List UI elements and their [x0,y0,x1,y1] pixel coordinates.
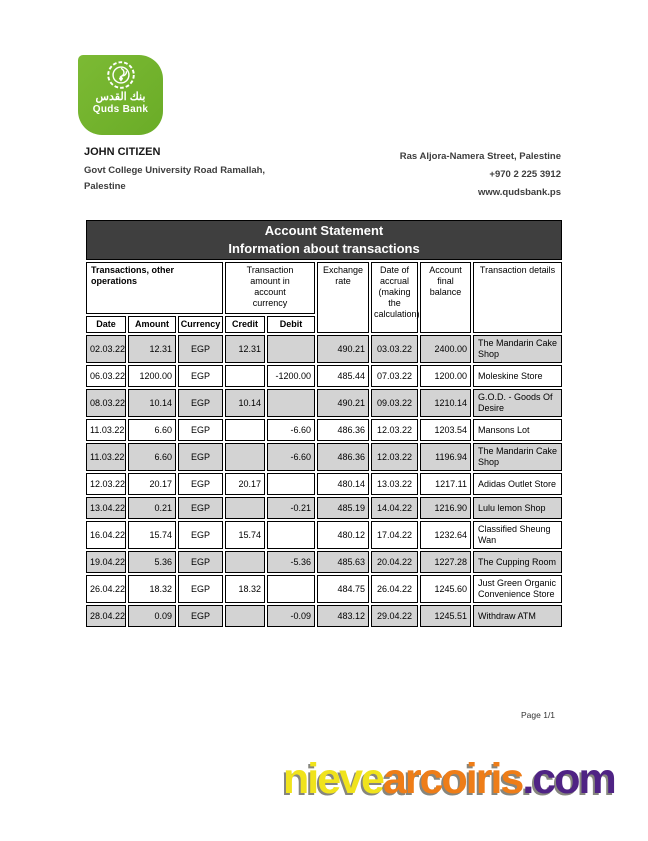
statement-title-line2: Information about transactions [228,241,420,256]
cell-details: Just Green Organic Convenience Store [473,575,562,603]
cell-details: The Mandarin Cake Shop [473,443,562,471]
cell-amount: 18.32 [128,575,176,603]
table-row [86,389,562,417]
watermark-part3: .com [522,755,615,803]
header-account-balance: Account final balance [420,262,471,333]
cell-details: Lulu lemon Shop [473,497,562,519]
cell-debit [267,335,315,363]
cell-accrual: 13.03.22 [371,473,418,495]
cell-amount: 10.14 [128,389,176,417]
bank-website: www.qudsbank.ps [477,187,561,198]
cell-date: 06.03.22 [86,365,126,387]
cell-accrual: 07.03.22 [371,365,418,387]
header-amount-group-label: Transaction amount in account currency [246,265,294,308]
cell-amount: 6.60 [128,419,176,441]
cell-credit: 12.31 [225,335,265,363]
quds-bank-logo [78,55,163,135]
header-currency: Currency [178,316,223,333]
cell-date: 26.04.22 [86,575,126,603]
cell-debit: -0.09 [267,605,315,627]
cell-credit [225,497,265,519]
cell-amount: 15.74 [128,521,176,549]
cell-date: 11.03.22 [86,419,126,441]
cell-accrual: 12.03.22 [371,443,418,471]
cell-details: Classified Sheung Wan [473,521,562,549]
watermark-part1: nieve [283,755,383,803]
cell-accrual: 26.04.22 [371,575,418,603]
header-amount: Amount [128,316,176,333]
cell-details: Adidas Outlet Store [473,473,562,495]
cell-debit: -6.60 [267,419,315,441]
cell-rate: 486.36 [317,419,369,441]
header-exchange-rate: Exchange rate [317,262,369,333]
cell-rate: 485.44 [317,365,369,387]
header-group-row [86,262,562,314]
cell-debit [267,473,315,495]
cell-amount: 5.36 [128,551,176,573]
cell-amount: 0.21 [128,497,176,519]
cell-credit [225,605,265,627]
cell-rate: 485.63 [317,551,369,573]
cell-debit: -6.60 [267,443,315,471]
cell-amount: 12.31 [128,335,176,363]
bank-name-english: Quds Bank [92,104,149,115]
cell-rate: 484.75 [317,575,369,603]
cell-currency: EGP [178,473,223,495]
cell-date: 08.03.22 [86,389,126,417]
header-date-accrual: Date of accrual (making the calculation) [371,262,418,333]
statement-title-row [86,220,562,260]
watermark [283,755,615,803]
cell-date: 12.03.22 [86,473,126,495]
cell-balance: 1245.60 [420,575,471,603]
cell-credit [225,419,265,441]
cell-date: 13.04.22 [86,497,126,519]
statement-body [86,335,562,627]
bank-address: Ras Aljora-Namera Street, Palestine [399,151,561,162]
cell-debit: -5.36 [267,551,315,573]
table-row [86,605,562,627]
cell-amount: 1200.00 [128,365,176,387]
cell-details: Withdraw ATM [473,605,562,627]
table-row [86,551,562,573]
cell-currency: EGP [178,575,223,603]
cell-date: 02.03.22 [86,335,126,363]
cell-currency: EGP [178,551,223,573]
table-row [86,497,562,519]
bank-name-arabic: بنك القدس [95,91,146,103]
statement-title [86,220,562,260]
cell-credit [225,443,265,471]
cell-currency: EGP [178,605,223,627]
table-row [86,443,562,471]
cell-debit: -0.21 [267,497,315,519]
cell-currency: EGP [178,389,223,417]
cell-balance: 1203.54 [420,419,471,441]
statement-title-line1: Account Statement [264,223,384,238]
table-row [86,575,562,603]
table-row [86,335,562,363]
cell-currency: EGP [178,335,223,363]
table-row [86,365,562,387]
cell-balance: 1216.90 [420,497,471,519]
cell-rate: 480.14 [317,473,369,495]
customer-name: JOHN CITIZEN [84,146,161,158]
watermark-part2: arcoiris [382,755,523,803]
cell-credit: 18.32 [225,575,265,603]
cell-details: The Mandarin Cake Shop [473,335,562,363]
customer-address-line1: Govt College University Road Ramallah, [84,165,266,176]
cell-balance: 2400.00 [420,335,471,363]
cell-credit: 15.74 [225,521,265,549]
table-row [86,419,562,441]
cell-details: The Cupping Room [473,551,562,573]
cell-date: 11.03.22 [86,443,126,471]
cell-credit [225,365,265,387]
cell-rate: 486.36 [317,443,369,471]
cell-accrual: 14.04.22 [371,497,418,519]
account-statement-table [84,218,564,629]
cell-balance: 1227.28 [420,551,471,573]
header-date: Date [86,316,126,333]
cell-currency: EGP [178,365,223,387]
cell-rate: 485.19 [317,497,369,519]
cell-amount: 0.09 [128,605,176,627]
cell-accrual: 03.03.22 [371,335,418,363]
cell-rate: 480.12 [317,521,369,549]
cell-debit [267,389,315,417]
cell-amount: 20.17 [128,473,176,495]
cell-credit: 10.14 [225,389,265,417]
cell-accrual: 17.04.22 [371,521,418,549]
cell-accrual: 09.03.22 [371,389,418,417]
cell-balance: 1200.00 [420,365,471,387]
cell-accrual: 12.03.22 [371,419,418,441]
cell-balance: 1196.94 [420,443,471,471]
cell-balance: 1210.14 [420,389,471,417]
table-row [86,521,562,549]
table-row [86,473,562,495]
cell-currency: EGP [178,443,223,471]
cell-rate: 490.21 [317,335,369,363]
cell-currency: EGP [178,521,223,549]
cell-accrual: 20.04.22 [371,551,418,573]
cell-date: 19.04.22 [86,551,126,573]
header-transaction-details: Transaction details [473,262,562,333]
cell-currency: EGP [178,497,223,519]
cell-amount: 6.60 [128,443,176,471]
cell-date: 16.04.22 [86,521,126,549]
cell-debit [267,521,315,549]
cell-details: Mansons Lot [473,419,562,441]
cell-rate: 490.21 [317,389,369,417]
cell-balance: 1232.64 [420,521,471,549]
customer-block [84,146,265,195]
ornamental-seal-icon [106,60,136,90]
cell-currency: EGP [178,419,223,441]
cell-credit [225,551,265,573]
cell-details: G.O.D. - Goods Of Desire [473,389,562,417]
cell-rate: 483.12 [317,605,369,627]
cell-balance: 1217.11 [420,473,471,495]
cell-debit: -1200.00 [267,365,315,387]
cell-accrual: 29.04.22 [371,605,418,627]
cell-details: Moleskine Store [473,365,562,387]
page-number: Page 1/1 [521,710,556,720]
bank-phone: +970 2 225 3912 [489,169,561,180]
cell-balance: 1245.51 [420,605,471,627]
bank-contact-block [400,148,561,202]
cell-debit [267,575,315,603]
customer-address-line2: Palestine [84,181,126,192]
cell-date: 28.04.22 [86,605,126,627]
cell-credit: 20.17 [225,473,265,495]
header-credit: Credit [225,316,265,333]
header-amount-group [225,262,315,314]
header-debit: Debit [267,316,315,333]
header-transactions-group: Transactions, other operations [86,262,223,314]
